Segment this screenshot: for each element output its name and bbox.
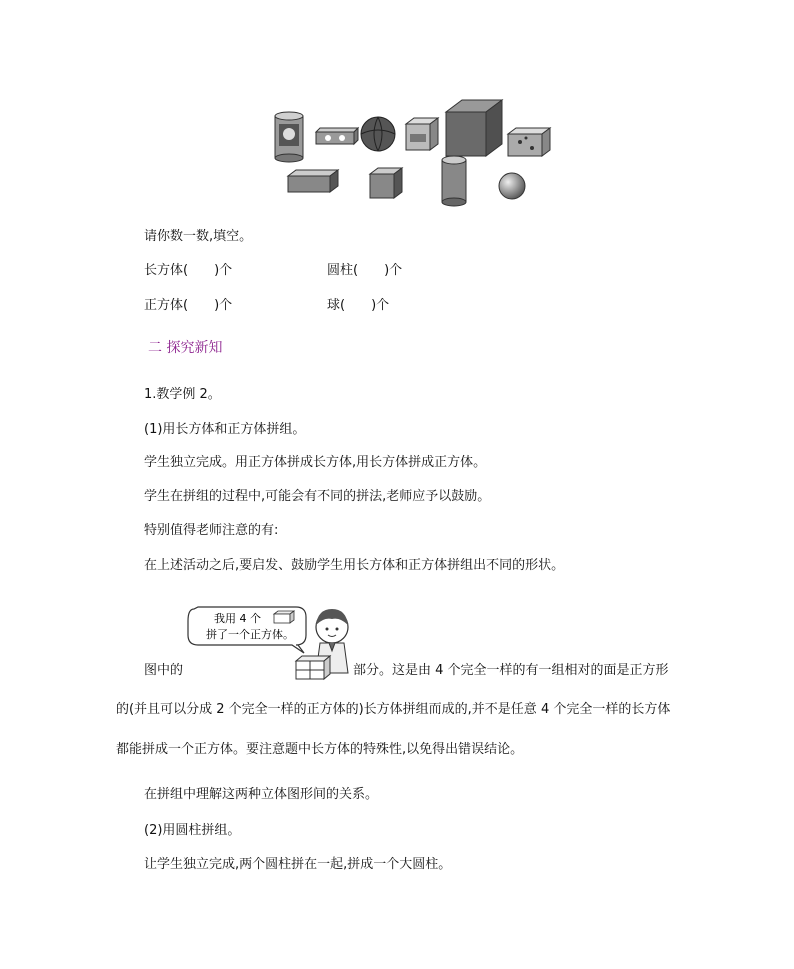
cuboid-blank: 长方体( )个: [144, 263, 233, 278]
can-object: [275, 112, 303, 162]
paragraph-9: 都能拼成一个正方体。要注意题中长方体的特殊性,以免得出错误结论。: [116, 742, 524, 757]
cylinder-shape: [442, 156, 466, 206]
cuboid-shape: [288, 170, 338, 192]
paragraph-4: 学生在拼组的过程中,可能会有不同的拼法,老师应予以鼓励。: [144, 489, 491, 504]
section-heading: 二 探究新知: [148, 340, 223, 356]
child-building-cube-illustration: [184, 603, 360, 681]
paragraph-11: (2)用圆柱拼组。: [144, 823, 241, 838]
speech-bubble: [188, 607, 306, 653]
sphere-blank: 球( )个: [327, 298, 390, 313]
sphere-shape: [499, 173, 525, 199]
cube-blank: 正方体( )个: [144, 298, 233, 313]
paragraph-6: 在上述活动之后,要启发、鼓励学生用长方体和正方体拼组出不同的形状。: [144, 558, 565, 573]
paragraph-10: 在拼组中理解这两种立体图形间的关系。: [144, 787, 379, 802]
paragraph-3: 学生独立完成。用正方体拼成长方体,用长方体拼成正方体。: [144, 455, 487, 470]
paragraph-2: (1)用长方体和正方体拼组。: [144, 422, 306, 437]
paragraph-1: 1.教学例 2。: [144, 387, 221, 402]
paragraph-8: 的(并且可以分成 2 个完全一样的正方体的)长方体拼组而成的,并不是任意 4 个完全一样的长方体: [116, 702, 671, 717]
patterned-box-object: [508, 128, 550, 156]
cube-shape: [370, 168, 402, 198]
small-cuboid-icon: [274, 611, 294, 623]
cylinder-blank: 圆柱( )个: [327, 263, 403, 278]
paragraph-12: 让学生独立完成,两个圆柱拼在一起,拼成一个大圆柱。: [144, 857, 452, 872]
small-box-object: [316, 128, 358, 144]
paragraph-7-prefix: 图中的: [144, 663, 184, 678]
large-carton-object: [446, 100, 502, 156]
gift-cube-object: [406, 118, 438, 150]
solid-shapes-illustration: [270, 98, 556, 210]
bubble-line-2: 拼了一个正方体。: [206, 628, 294, 641]
prompt-text: 请你数一数,填空。: [144, 229, 253, 244]
bubble-line-1: 我用 4 个: [214, 612, 261, 625]
paragraph-5: 特别值得老师注意的有:: [144, 523, 279, 538]
paragraph-7-suffix: 部分。这是由 4 个完全一样的有一组相对的面是正方形: [353, 663, 669, 678]
built-cube-icon: [296, 656, 330, 679]
basketball-object: [361, 117, 395, 151]
